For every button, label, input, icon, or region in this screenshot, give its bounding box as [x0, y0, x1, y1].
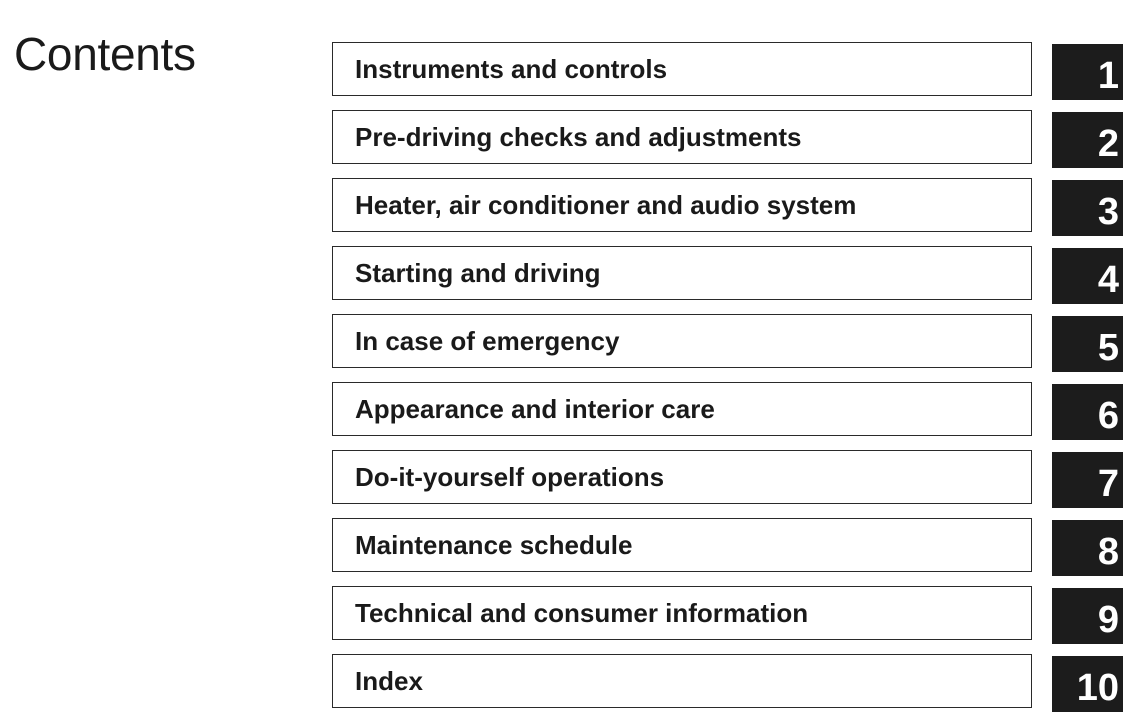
chapter-tab[interactable] — [1052, 520, 1123, 576]
toc-item-box — [332, 42, 1032, 96]
toc-item-label: Instruments and controls — [355, 54, 668, 84]
chapter-number: 10 — [1076, 667, 1119, 709]
toc-item-label: Starting and driving — [355, 258, 601, 288]
toc-item-box — [332, 518, 1032, 572]
chapter-number: 4 — [1097, 259, 1119, 301]
toc-item-label: Maintenance schedule — [355, 530, 633, 560]
chapter-tab[interactable] — [1052, 452, 1123, 508]
chapter-tab[interactable] — [1052, 180, 1123, 236]
toc-item-label: Pre-driving checks and adjustments — [355, 122, 802, 152]
toc-item-box — [332, 110, 1032, 164]
toc-item-in-case-of-emergency[interactable] — [0, 314, 1123, 372]
toc-item-box — [332, 654, 1032, 708]
toc-item-box — [332, 314, 1032, 368]
toc-item-label: Index — [355, 666, 423, 696]
toc-item-box — [332, 246, 1032, 300]
toc-item-do-it-yourself-operations[interactable] — [0, 450, 1123, 508]
toc-item-instruments-and-controls[interactable] — [0, 42, 1123, 100]
toc-item-heater-air-audio[interactable] — [0, 178, 1123, 236]
toc-item-box — [332, 382, 1032, 436]
toc-item-technical-and-consumer-information[interactable] — [0, 586, 1123, 644]
chapter-tab[interactable] — [1052, 112, 1123, 168]
toc-item-appearance-and-interior-care[interactable] — [0, 382, 1123, 440]
chapter-number: 2 — [1097, 123, 1119, 165]
toc-item-label: Do-it-yourself operations — [355, 462, 665, 492]
chapter-number: 3 — [1097, 191, 1119, 233]
chapter-tab[interactable] — [1052, 588, 1123, 644]
page-title: Contents — [14, 28, 196, 80]
toc-item-box — [332, 450, 1032, 504]
chapter-number: 1 — [1097, 55, 1119, 97]
toc-item-label: Appearance and interior care — [355, 394, 715, 424]
chapter-number: 7 — [1097, 463, 1119, 505]
toc-item-label: In case of emergency — [355, 326, 620, 356]
chapter-tab[interactable] — [1052, 316, 1123, 372]
toc-item-index[interactable] — [0, 654, 1123, 712]
toc-item-box — [332, 178, 1032, 232]
toc-item-pre-driving-checks[interactable] — [0, 110, 1123, 168]
toc-item-box — [332, 586, 1032, 640]
chapter-number: 8 — [1097, 531, 1119, 573]
toc-item-starting-and-driving[interactable] — [0, 246, 1123, 304]
chapter-number: 5 — [1097, 327, 1119, 369]
toc-item-label: Heater, air conditioner and audio system — [355, 190, 857, 220]
chapter-number: 6 — [1097, 395, 1119, 437]
chapter-tab[interactable] — [1052, 384, 1123, 440]
chapter-number: 9 — [1097, 599, 1119, 641]
toc-item-maintenance-schedule[interactable] — [0, 518, 1123, 576]
toc-item-label: Technical and consumer information — [355, 598, 809, 628]
chapter-tab[interactable] — [1052, 44, 1123, 100]
chapter-tab[interactable] — [1052, 248, 1123, 304]
chapter-tab[interactable] — [1052, 656, 1123, 712]
